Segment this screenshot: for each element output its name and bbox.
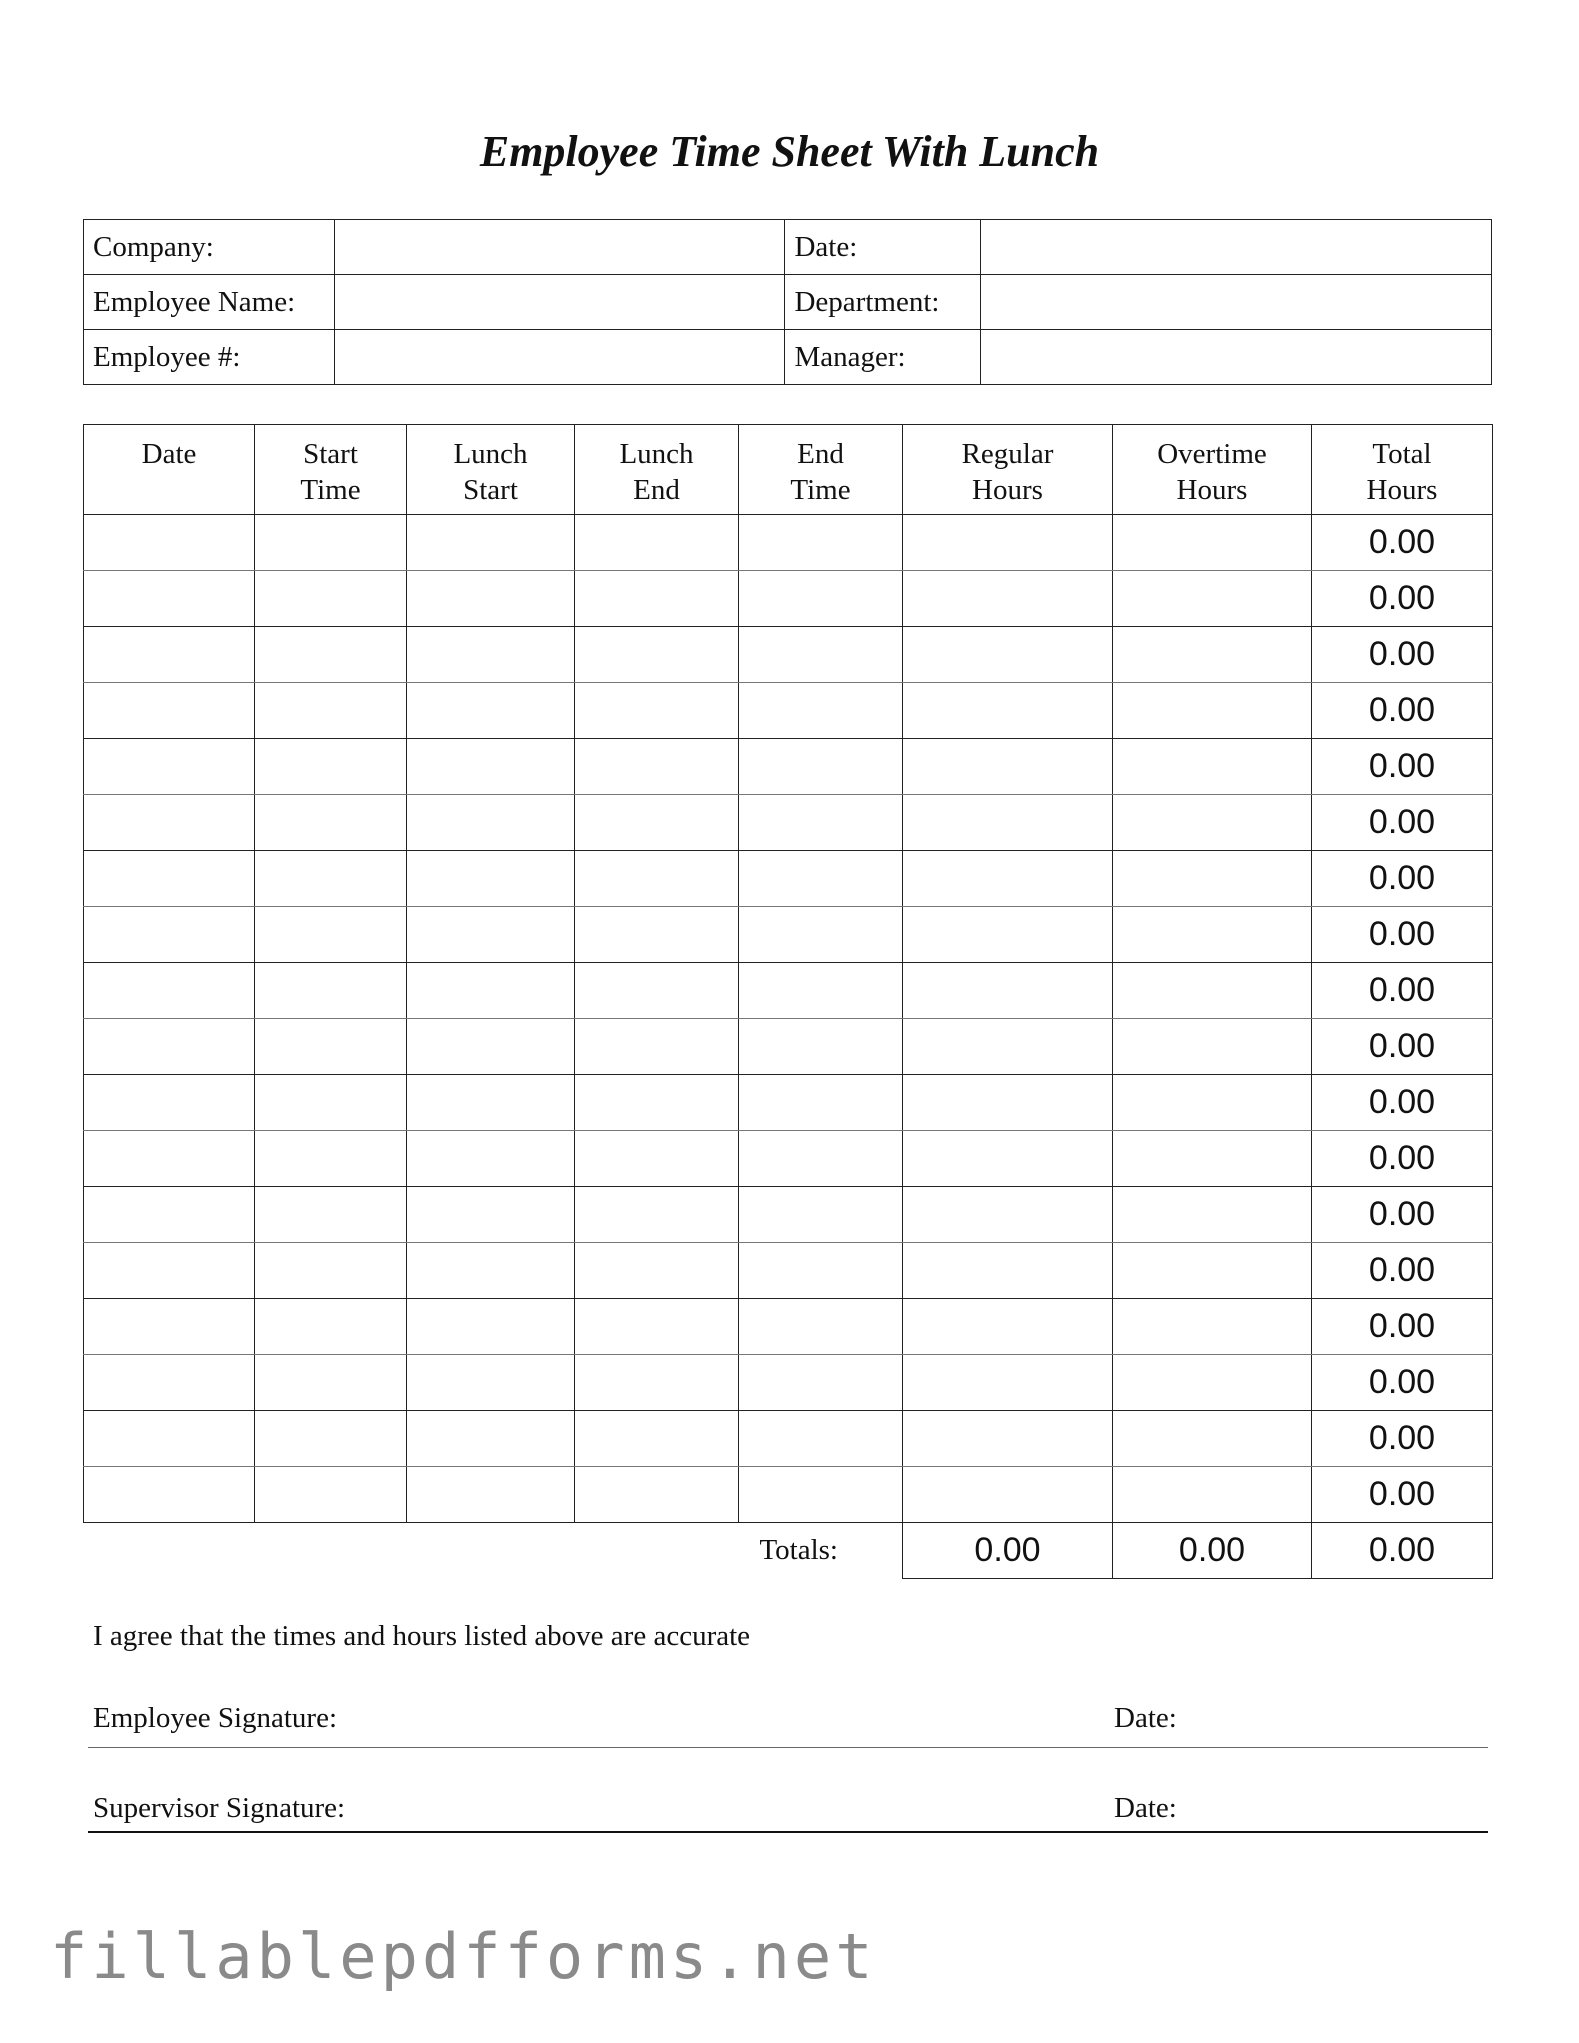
start-time-cell[interactable] <box>255 1243 407 1299</box>
total-hours-cell[interactable]: 0.00 <box>1312 683 1493 739</box>
date-cell[interactable] <box>84 683 255 739</box>
total-hours-cell[interactable]: 0.00 <box>1312 627 1493 683</box>
page-title: Employee Time Sheet With Lunch <box>479 127 1100 176</box>
lunch-start-cell[interactable] <box>407 1411 575 1467</box>
table-row <box>84 739 1493 795</box>
col-header-line2: Time <box>790 474 851 506</box>
lunch-start-cell[interactable] <box>407 1075 575 1131</box>
regular-hours-cell[interactable] <box>903 1019 1113 1075</box>
date-cell[interactable] <box>84 1467 255 1523</box>
lunch-end-cell[interactable] <box>575 739 739 795</box>
lunch-start-cell[interactable] <box>407 515 575 571</box>
table-row <box>84 851 1493 907</box>
employee-signature-line[interactable] <box>88 1747 1488 1748</box>
start-time-cell[interactable] <box>255 627 407 683</box>
regular-hours-cell[interactable] <box>903 1243 1113 1299</box>
start-time-cell[interactable] <box>255 1299 407 1355</box>
overtime-hours-cell[interactable] <box>1113 795 1312 851</box>
department-label: Department: <box>785 275 981 330</box>
lunch-end-cell[interactable] <box>575 1131 739 1187</box>
col-header-line1: Lunch <box>619 438 694 470</box>
lunch-start-cell[interactable] <box>407 1355 575 1411</box>
lunch-start-cell[interactable] <box>407 1131 575 1187</box>
end-time-cell[interactable] <box>739 1075 903 1131</box>
lunch-end-cell[interactable] <box>575 1411 739 1467</box>
date-field[interactable] <box>981 220 1492 275</box>
end-time-cell[interactable] <box>739 627 903 683</box>
regular-hours-cell[interactable] <box>903 795 1113 851</box>
lunch-end-cell[interactable] <box>575 907 739 963</box>
lunch-end-cell[interactable] <box>575 963 739 1019</box>
overtime-hours-cell[interactable] <box>1113 1467 1312 1523</box>
overtime-hours-cell[interactable] <box>1113 683 1312 739</box>
regular-hours-cell[interactable] <box>903 1299 1113 1355</box>
department-field[interactable] <box>981 275 1492 330</box>
employee-info-table <box>83 219 1492 385</box>
table-row <box>84 963 1493 1019</box>
start-time-cell[interactable] <box>255 1355 407 1411</box>
totals-regular-hours[interactable]: 0.00 <box>903 1523 1113 1579</box>
lunch-start-cell[interactable] <box>407 1243 575 1299</box>
total-hours-cell[interactable]: 0.00 <box>1312 1019 1493 1075</box>
table-row <box>84 1075 1493 1131</box>
end-time-cell[interactable] <box>739 683 903 739</box>
table-row <box>84 907 1493 963</box>
employee-number-field[interactable] <box>334 330 785 385</box>
col-header-line2: Time <box>300 474 361 506</box>
col-header-date <box>84 425 255 515</box>
end-time-cell[interactable] <box>739 1411 903 1467</box>
start-time-cell[interactable] <box>255 1411 407 1467</box>
lunch-start-cell[interactable] <box>407 907 575 963</box>
regular-hours-cell[interactable] <box>903 851 1113 907</box>
overtime-hours-cell[interactable] <box>1113 851 1312 907</box>
lunch-end-cell[interactable] <box>575 795 739 851</box>
end-time-cell[interactable] <box>739 1355 903 1411</box>
table-row <box>84 1243 1493 1299</box>
start-time-cell[interactable] <box>255 1075 407 1131</box>
col-header-regular-hours <box>903 425 1113 515</box>
col-header-line2: Start <box>463 474 518 506</box>
company-label: Company: <box>84 220 335 275</box>
start-time-cell[interactable] <box>255 683 407 739</box>
lunch-start-cell[interactable] <box>407 851 575 907</box>
total-hours-cell[interactable]: 0.00 <box>1312 851 1493 907</box>
overtime-hours-cell[interactable] <box>1113 1187 1312 1243</box>
total-hours-cell[interactable]: 0.00 <box>1312 795 1493 851</box>
date-cell[interactable] <box>84 1131 255 1187</box>
start-time-cell[interactable] <box>255 515 407 571</box>
lunch-start-cell[interactable] <box>407 1299 575 1355</box>
totals-label: Totals: <box>759 1534 838 1567</box>
lunch-start-cell[interactable] <box>407 1187 575 1243</box>
date-cell[interactable] <box>84 515 255 571</box>
table-row <box>84 571 1493 627</box>
start-time-cell[interactable] <box>255 963 407 1019</box>
col-header-total-hours <box>1312 425 1493 515</box>
regular-hours-cell[interactable] <box>903 571 1113 627</box>
total-hours-cell[interactable]: 0.00 <box>1312 1467 1493 1523</box>
employee-signature-label: Employee Signature: <box>93 1702 338 1734</box>
col-header-line2: Hours <box>1366 474 1438 506</box>
overtime-hours-cell[interactable] <box>1113 1131 1312 1187</box>
employee-name-label: Employee Name: <box>84 275 335 330</box>
totals-overtime-hours[interactable]: 0.00 <box>1113 1523 1312 1579</box>
start-time-cell[interactable] <box>255 907 407 963</box>
overtime-hours-cell[interactable] <box>1113 627 1312 683</box>
date-cell[interactable] <box>84 1411 255 1467</box>
table-row <box>84 795 1493 851</box>
end-time-cell[interactable] <box>739 1467 903 1523</box>
col-header-line2: Hours <box>1176 474 1248 506</box>
col-header-line2: Hours <box>972 474 1043 506</box>
lunch-end-cell[interactable] <box>575 1355 739 1411</box>
date-cell[interactable] <box>84 571 255 627</box>
overtime-hours-cell[interactable] <box>1113 515 1312 571</box>
time-entries-table <box>83 424 1493 1579</box>
regular-hours-cell[interactable] <box>903 1187 1113 1243</box>
company-field[interactable] <box>334 220 785 275</box>
lunch-end-cell[interactable] <box>575 1467 739 1523</box>
total-hours-cell[interactable]: 0.00 <box>1312 739 1493 795</box>
end-time-cell[interactable] <box>739 515 903 571</box>
overtime-hours-cell[interactable] <box>1113 1075 1312 1131</box>
date-label: Date: <box>785 220 981 275</box>
end-time-cell[interactable] <box>739 907 903 963</box>
lunch-end-cell[interactable] <box>575 1299 739 1355</box>
employee-number-label: Employee #: <box>84 330 335 385</box>
date-cell[interactable] <box>84 1187 255 1243</box>
employee-signature-date-label: Date: <box>1114 1702 1177 1734</box>
lunch-end-cell[interactable] <box>575 571 739 627</box>
end-time-cell[interactable] <box>739 1299 903 1355</box>
lunch-end-cell[interactable] <box>575 627 739 683</box>
col-header-start-time <box>255 425 407 515</box>
supervisor-signature-date-label: Date: <box>1114 1792 1177 1824</box>
date-cell[interactable] <box>84 963 255 1019</box>
lunch-end-cell[interactable] <box>575 851 739 907</box>
start-time-cell[interactable] <box>255 795 407 851</box>
total-hours-cell[interactable]: 0.00 <box>1312 907 1493 963</box>
total-hours-cell[interactable]: 0.00 <box>1312 1075 1493 1131</box>
regular-hours-cell[interactable] <box>903 907 1113 963</box>
regular-hours-cell[interactable] <box>903 627 1113 683</box>
total-hours-cell[interactable]: 0.00 <box>1312 963 1493 1019</box>
regular-hours-cell[interactable] <box>903 1467 1113 1523</box>
date-cell[interactable] <box>84 907 255 963</box>
lunch-start-cell[interactable] <box>407 1467 575 1523</box>
total-hours-cell[interactable]: 0.00 <box>1312 1355 1493 1411</box>
date-cell[interactable] <box>84 739 255 795</box>
supervisor-signature-line[interactable] <box>88 1831 1488 1833</box>
date-cell[interactable] <box>84 851 255 907</box>
table-row <box>84 1019 1493 1075</box>
start-time-cell[interactable] <box>255 1187 407 1243</box>
regular-hours-cell[interactable] <box>903 963 1113 1019</box>
overtime-hours-cell[interactable] <box>1113 571 1312 627</box>
overtime-hours-cell[interactable] <box>1113 1411 1312 1467</box>
start-time-cell[interactable] <box>255 571 407 627</box>
table-row <box>84 1411 1493 1467</box>
overtime-hours-cell[interactable] <box>1113 739 1312 795</box>
table-row <box>84 1187 1493 1243</box>
regular-hours-cell[interactable] <box>903 1355 1113 1411</box>
date-cell[interactable] <box>84 1075 255 1131</box>
lunch-end-cell[interactable] <box>575 1243 739 1299</box>
col-header-line1: End <box>797 438 844 470</box>
table-row <box>84 627 1493 683</box>
total-hours-cell[interactable]: 0.00 <box>1312 571 1493 627</box>
col-header-lunch-start <box>407 425 575 515</box>
regular-hours-cell[interactable] <box>903 739 1113 795</box>
col-header-line1: Lunch <box>453 438 528 470</box>
lunch-end-cell[interactable] <box>575 1019 739 1075</box>
manager-field[interactable] <box>981 330 1492 385</box>
start-time-cell[interactable] <box>255 1467 407 1523</box>
regular-hours-cell[interactable] <box>903 1131 1113 1187</box>
overtime-hours-cell[interactable] <box>1113 1243 1312 1299</box>
date-cell[interactable] <box>84 1243 255 1299</box>
col-header-line1: Date <box>141 438 197 470</box>
end-time-cell[interactable] <box>739 795 903 851</box>
lunch-end-cell[interactable] <box>575 683 739 739</box>
col-header-line1: Regular <box>961 438 1054 470</box>
employee-name-field[interactable] <box>334 275 785 330</box>
overtime-hours-cell[interactable] <box>1113 1355 1312 1411</box>
regular-hours-cell[interactable] <box>903 1075 1113 1131</box>
overtime-hours-cell[interactable] <box>1113 1019 1312 1075</box>
totals-total-hours[interactable]: 0.00 <box>1312 1523 1493 1579</box>
end-time-cell[interactable] <box>739 851 903 907</box>
supervisor-signature-label: Supervisor Signature: <box>93 1792 346 1824</box>
table-row <box>84 683 1493 739</box>
total-hours-cell[interactable]: 0.00 <box>1312 1243 1493 1299</box>
total-hours-cell[interactable]: 0.00 <box>1312 1131 1493 1187</box>
total-hours-cell[interactable]: 0.00 <box>1312 1411 1493 1467</box>
date-cell[interactable] <box>84 627 255 683</box>
end-time-cell[interactable] <box>739 1019 903 1075</box>
overtime-hours-cell[interactable] <box>1113 1299 1312 1355</box>
start-time-cell[interactable] <box>255 851 407 907</box>
watermark: fillablepdfforms.net <box>50 1920 877 1993</box>
regular-hours-cell[interactable] <box>903 1411 1113 1467</box>
total-hours-cell[interactable]: 0.00 <box>1312 515 1493 571</box>
table-row <box>84 1355 1493 1411</box>
col-header-line1: Total <box>1372 438 1432 470</box>
regular-hours-cell[interactable] <box>903 683 1113 739</box>
date-cell[interactable] <box>84 1355 255 1411</box>
lunch-start-cell[interactable] <box>407 1019 575 1075</box>
end-time-cell[interactable] <box>739 963 903 1019</box>
total-hours-cell[interactable]: 0.00 <box>1312 1187 1493 1243</box>
date-cell[interactable] <box>84 795 255 851</box>
lunch-start-cell[interactable] <box>407 795 575 851</box>
start-time-cell[interactable] <box>255 1019 407 1075</box>
overtime-hours-cell[interactable] <box>1113 907 1312 963</box>
start-time-cell[interactable] <box>255 1131 407 1187</box>
end-time-cell[interactable] <box>739 1243 903 1299</box>
end-time-cell[interactable] <box>739 739 903 795</box>
col-header-line1: Start <box>303 438 358 470</box>
lunch-start-cell[interactable] <box>407 963 575 1019</box>
lunch-start-cell[interactable] <box>407 627 575 683</box>
date-cell[interactable] <box>84 1299 255 1355</box>
lunch-start-cell[interactable] <box>407 739 575 795</box>
col-header-line2: End <box>633 474 680 506</box>
date-cell[interactable] <box>84 1019 255 1075</box>
col-header-lunch-end <box>575 425 739 515</box>
agreement-statement: I agree that the times and hours listed above are accurate <box>93 1620 751 1652</box>
lunch-start-cell[interactable] <box>407 683 575 739</box>
table-row <box>84 1131 1493 1187</box>
lunch-start-cell[interactable] <box>407 571 575 627</box>
lunch-end-cell[interactable] <box>575 1187 739 1243</box>
manager-label: Manager: <box>785 330 981 385</box>
end-time-cell[interactable] <box>739 571 903 627</box>
overtime-hours-cell[interactable] <box>1113 963 1312 1019</box>
total-hours-cell[interactable]: 0.00 <box>1312 1299 1493 1355</box>
table-row <box>84 1299 1493 1355</box>
col-header-line1: Overtime <box>1157 438 1267 470</box>
col-header-overtime-hours <box>1113 425 1312 515</box>
col-header-end-time <box>739 425 903 515</box>
end-time-cell[interactable] <box>739 1131 903 1187</box>
lunch-end-cell[interactable] <box>575 1075 739 1131</box>
table-row <box>84 515 1493 571</box>
regular-hours-cell[interactable] <box>903 515 1113 571</box>
start-time-cell[interactable] <box>255 739 407 795</box>
lunch-end-cell[interactable] <box>575 515 739 571</box>
table-row <box>84 1467 1493 1523</box>
end-time-cell[interactable] <box>739 1187 903 1243</box>
